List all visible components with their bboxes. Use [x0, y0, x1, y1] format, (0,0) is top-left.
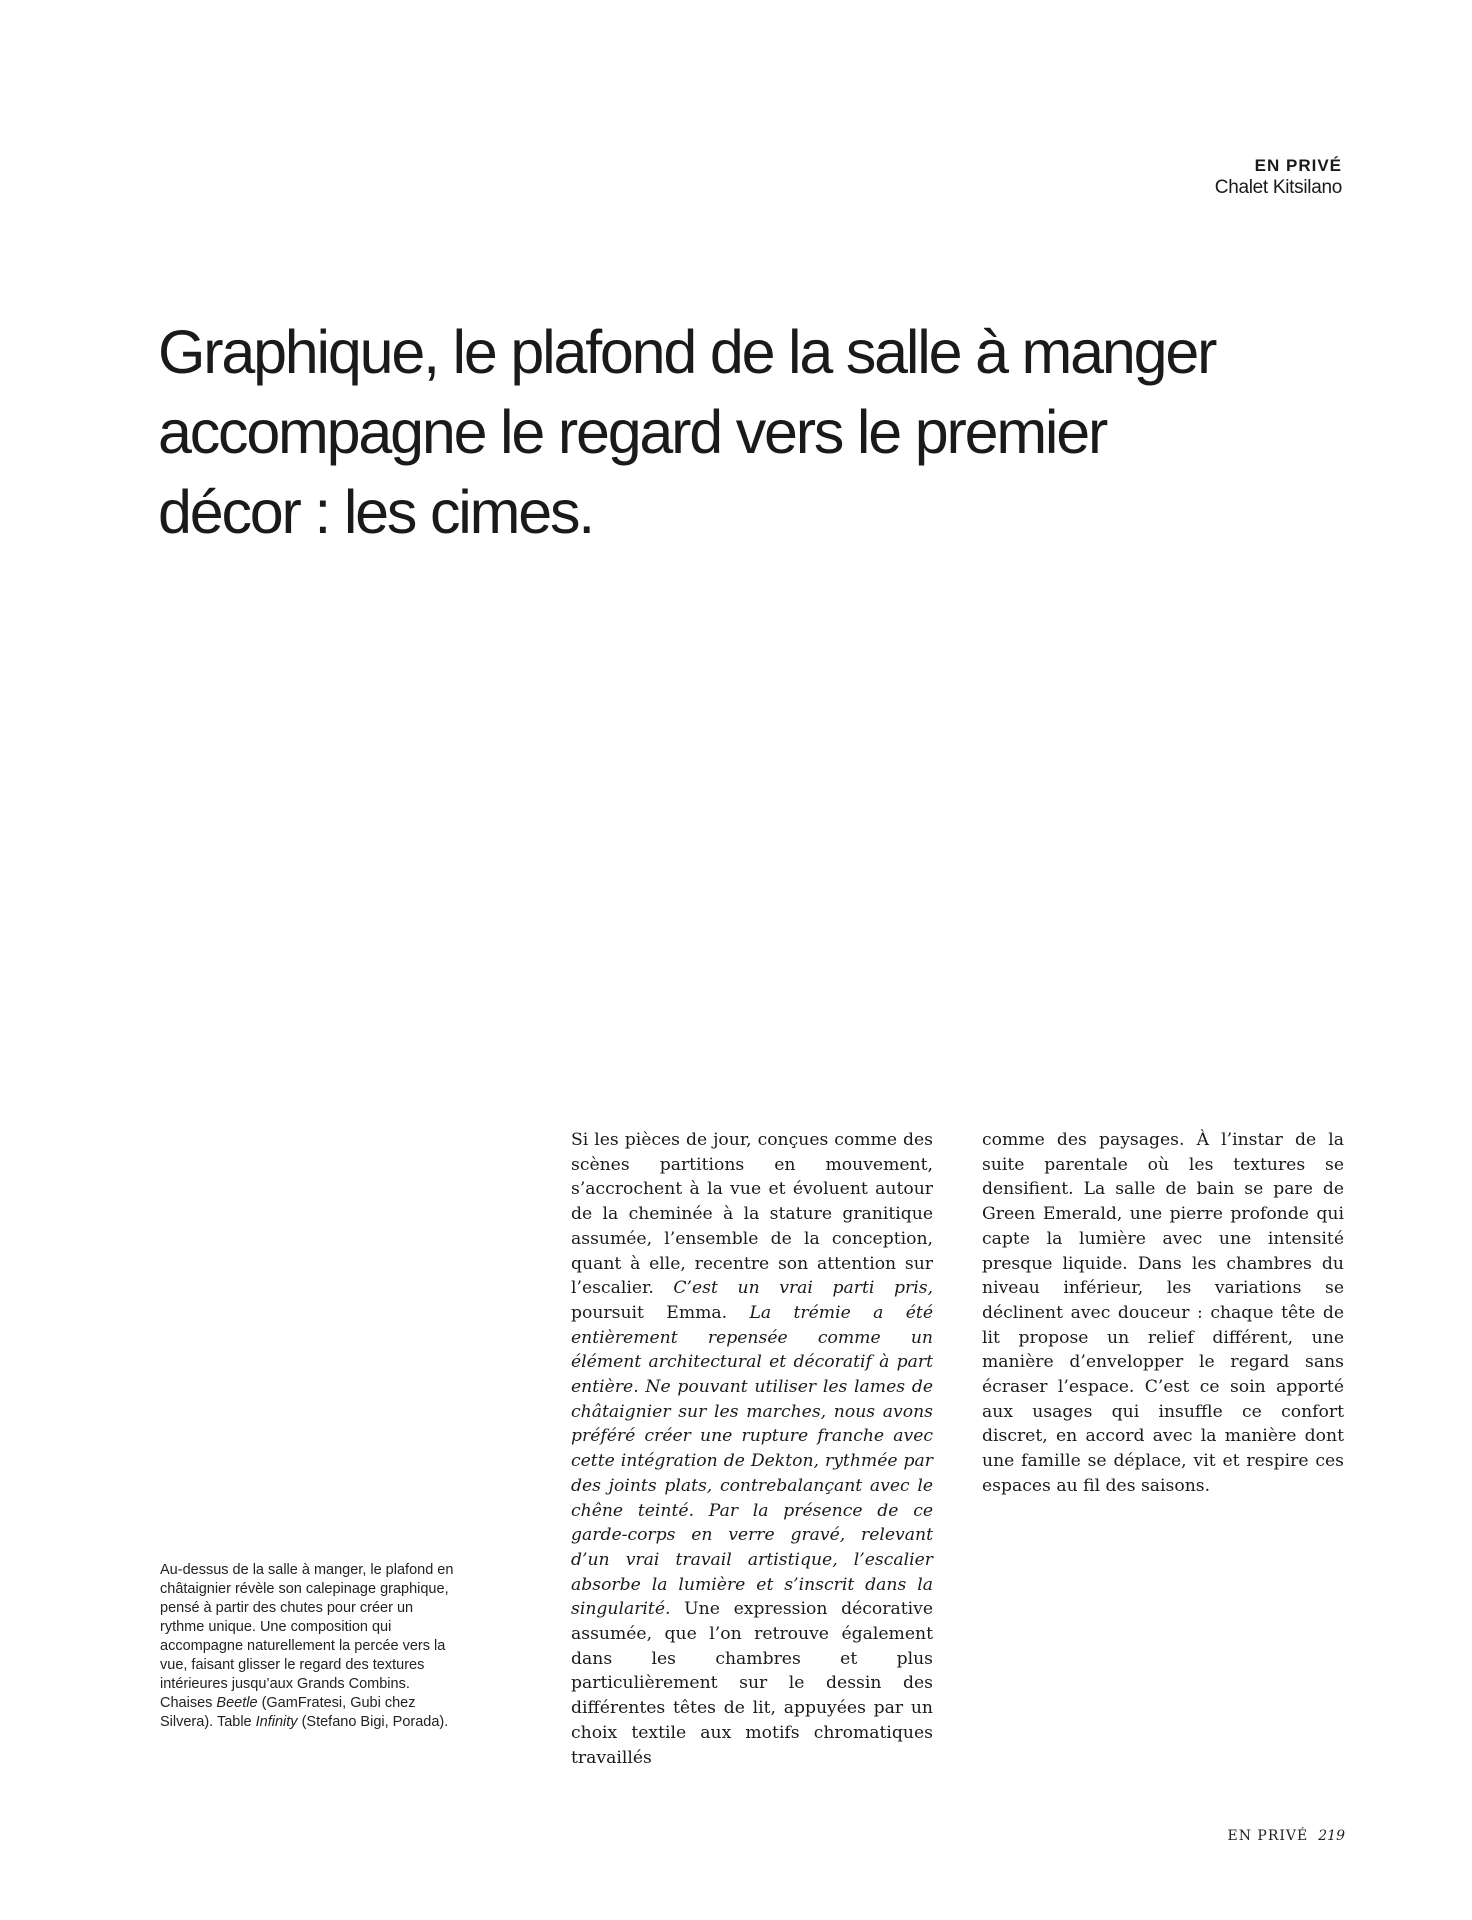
running-header	[1215, 156, 1342, 200]
quote-italic: La trémie a été entièrement repensée comme un élément architectural et décoratif à part entière. Ne pouvant utiliser les lames de châtaignier sur les marches, nous avons préféré créer une rupture franche avec cette intégration de Dekton, rythmée par des joints plats, contrebalançant avec le chêne teinté. Par la présence de ce garde-corps en verre gravé, relevant d’un vrai travail artistique, l’escalier absorbe la lumière et s’inscrit dans la singularité.	[571, 1302, 933, 1620]
body-paragraph: comme des paysages. À l’instar de la suite parentale où les textures se densifient. La salle de bain se pare de Green Emerald, une pierre profonde qui capte la lumière avec une intensité presque liquide. Dans les chambres du niveau inférieur, les variations se déclinent avec douceur : chaque tête de lit propose un relief différent, une manière d’envelopper le regard sans écraser l’espace. C’est ce soin apporté aux usages qui insuffle ce confort discret, en accord avec la manière dont une famille se déplace, vit et respire ces espaces au fil des saisons.	[982, 1130, 1344, 1496]
quote-italic: C’est un vrai parti pris,	[673, 1278, 933, 1299]
page-number: 219	[1318, 1828, 1345, 1844]
article-subtitle: Chalet Kitsilano	[1214, 177, 1342, 198]
section-label: EN PRIVÉ	[1254, 156, 1342, 175]
body-column-2	[982, 1128, 1344, 1499]
body-paragraph	[571, 1128, 933, 1770]
photo-caption	[160, 1561, 460, 1732]
footer-section: EN PRIVÉ	[1227, 1828, 1309, 1844]
body-text: Si les pièces de jour, conçues comme des scènes partitions en mouvement, s’accrochent à la vue et évoluent autour de la cheminée à la stature granitique assumée, l’ensemble de la conception, quant à elle, recentre son attention sur l’escalier.	[571, 1130, 933, 1299]
caption-table-name: Infinity	[255, 1714, 298, 1730]
body-text: poursuit Emma.	[571, 1302, 750, 1323]
caption-text-2: (GamFratesi, Gubi chez Silvera). Table	[160, 1695, 416, 1730]
body-text: Une expression décorative assumée, que l’on retrouve également dans les chambres et plus particulièrement sur le dessin des différentes têtes de lit, appuyées par un choix textile aux motifs chromatiques travaillés	[571, 1599, 933, 1768]
headline-line-3: décor : les cimes.	[158, 478, 593, 546]
caption-text-3: (Stefano Bigi, Porada).	[297, 1714, 449, 1730]
headline	[158, 312, 1338, 552]
headline-line-2: accompagne le regard vers le premier	[158, 398, 1107, 466]
body-column-1	[571, 1128, 933, 1770]
caption-text-1: Au-dessus de la salle à manger, le plafond en châtaignier révèle son calepinage graphique, pensé à partir des chutes pour créer un rythme unique. Une composition qui accompagne naturellement la percée vers la vue, faisant glisser le regard des textures intérieures jusqu’aux Grands Combins. Chaises	[160, 1562, 454, 1711]
page-footer	[1228, 1828, 1345, 1844]
headline-line-1: Graphique, le plafond de la salle à manger	[158, 318, 1216, 386]
caption-chair-name: Beetle	[216, 1695, 258, 1711]
